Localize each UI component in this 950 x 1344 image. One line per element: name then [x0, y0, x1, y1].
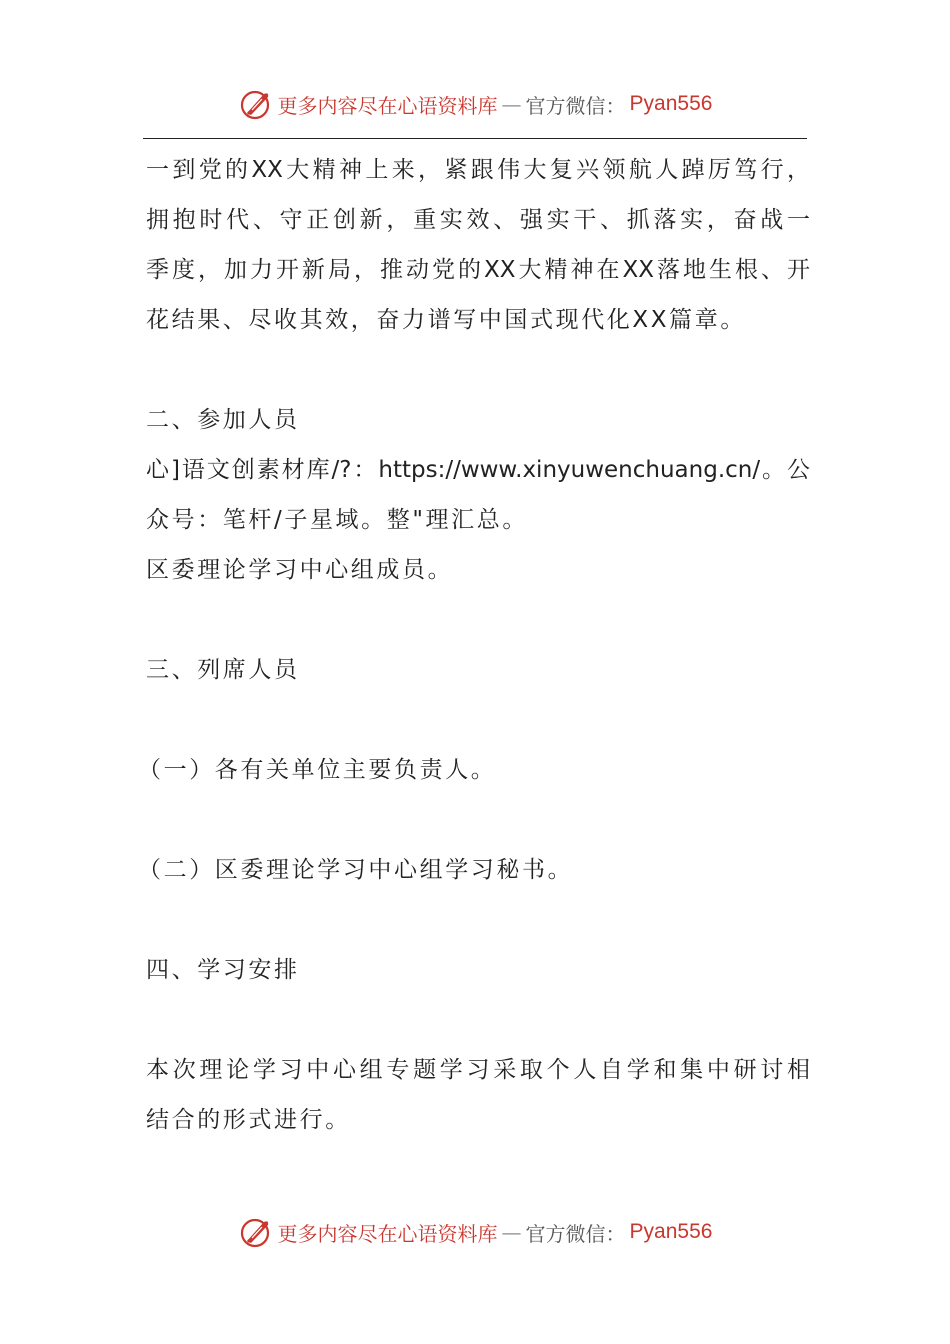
- footer-banner: [0, 1210, 950, 1254]
- source-note-line: 心]语文创素材库/?：https://www.xinyuwenchuang.cn/。公: [146, 457, 810, 483]
- quill-pen-logo-icon: [238, 1214, 274, 1250]
- quill-pen-logo-icon: [238, 86, 274, 122]
- banner-separator: —: [501, 92, 522, 116]
- section-heading: 三、列席人员: [146, 657, 300, 683]
- paragraph-line: 区委理论学习中心组成员。: [146, 557, 454, 583]
- paragraph-line: 一到党的XX大精神上来，紧跟伟大复兴领航人踔厉笃行，: [146, 157, 810, 183]
- banner-main-text: 更多内容尽在心语资料库: [277, 93, 498, 118]
- list-item: （二）区委理论学习中心组学习秘书。: [138, 857, 574, 883]
- paragraph-line: 本次理论学习中心组专题学习采取个人自学和集中研讨相: [146, 1057, 810, 1083]
- banner-main-text: 更多内容尽在心语资料库: [277, 1221, 498, 1246]
- list-item: （一）各有关单位主要负责人。: [138, 757, 497, 783]
- paragraph-line: 结合的形式进行。: [146, 1107, 351, 1133]
- paragraph-line: 季度，加力开新局，推动党的XX大精神在XX落地生根、开: [146, 257, 810, 283]
- paragraph-line: 拥抱时代、守正创新，重实效、强实干、抓落实，奋战一: [146, 207, 810, 233]
- paragraph-line: 花结果、尽收其效，奋力谱写中国式现代化XX篇章。: [146, 307, 746, 333]
- banner-wechat-label: 官方微信：: [525, 93, 626, 118]
- section-heading: 四、学习安排: [146, 957, 300, 983]
- section-heading: 二、参加人员: [146, 407, 300, 433]
- banner-wechat-label: 官方微信：: [525, 1221, 626, 1246]
- header-banner: [0, 82, 950, 126]
- header-divider: [143, 138, 807, 139]
- banner-wechat-id: Pyan556: [629, 92, 713, 115]
- source-note-line: 众号：笔杆/子星域。整"理汇总。: [146, 507, 528, 533]
- banner-wechat-id: Pyan556: [629, 1220, 713, 1243]
- banner-separator: —: [501, 1220, 522, 1244]
